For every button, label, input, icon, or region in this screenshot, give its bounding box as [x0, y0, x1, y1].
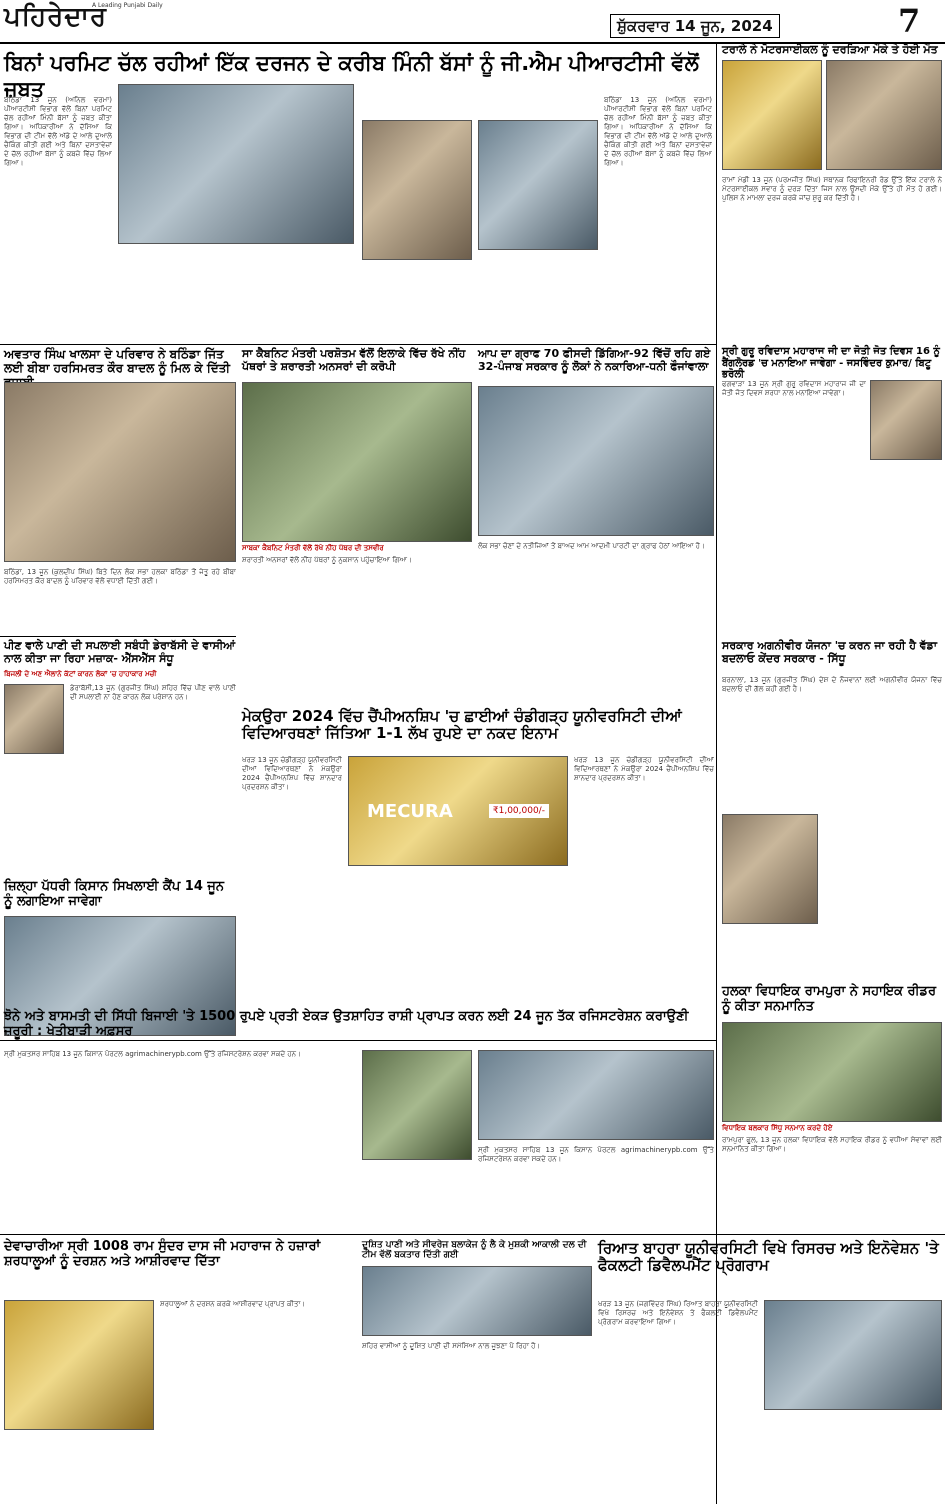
award-banner-label: MECURA: [367, 800, 453, 822]
row4-b-headline[interactable]: ਹਲਕਾ ਵਿਧਾਇਕ ਰਾਮਪੁਰਾ ਨੇ ਸਹਾਇਕ ਰੀਡਰ ਨੂੰ ਕੀਤਾ ਸਨਮਾਨਿਤ: [722, 984, 937, 1014]
row3-c-photo: [348, 756, 568, 866]
lead-photo-3: [478, 120, 598, 250]
row2-d-headline[interactable]: ਸ੍ਰੀ ਗੁਰੂ ਰਵਿਦਾਸ ਮਹਾਰਾਜ ਜੀ ਦਾ ਜੋਤੀ ਜੋਤ ਦਿਵਸ 16 ਨੂੰ ਬੈਂਗਲੋਰਡ 'ਚ ਮਨਾਇਆ ਜਾਵੇਗਾ - ਜਸਵਿੰਦਰ ਕੁਮਾਰ/ ਬਿਟੂ ਭਰੋਲੀ: [722, 346, 940, 380]
prize-cheque-label: ₹1,00,000/-: [489, 804, 549, 818]
section-rule: [0, 344, 716, 345]
row2-b-body: ਸ਼ਰਾਰਤੀ ਅਨਸਰਾਂ ਵੱਲੋਂ ਨੀਂਹ ਪੱਥਰਾਂ ਨੂੰ ਨੁਕਸਾਨ ਪਹੁੰਚਾਇਆ ਗਿਆ।: [242, 556, 412, 564]
lead-body: ਬਠਿੰਡਾ 13 ਜੂਨ (ਅਨਿਲ ਵਰਮਾ) ਪੀਆਰਟੀਸੀ ਵਿਭਾਗ ਵੱਲੋਂ ਬਿਨਾਂ ਪਰਮਿਟ ਚੱਲ ਰਹੀਆਂ ਮਿੰਨੀ ਬੱਸਾਂ ਨੂੰ ਜ਼ਬਤ ਕੀਤਾ ਗਿਆ। ਅਧਿਕਾਰੀਆਂ ਨੇ ਦੱਸਿਆ ਕਿ ਵਿਭਾਗ ਦੀ ਟੀਮ ਵੱਲੋਂ ਅੱਡੇ ਦੇ ਆਲੇ ਦੁਆਲੇ ਚੈਕਿੰਗ ਕੀਤੀ ਗਈ ਅਤੇ ਬਿਨਾਂ ਦਸਤਾਵੇਜ਼ਾਂ ਦੇ ਚੱਲ ਰਹੀਆਂ ਬੱਸਾਂ ਨੂੰ ਕਬਜ਼ੇ ਵਿੱਚ ਲਿਆ ਗਿਆ।: [4, 96, 112, 167]
lead-photo-2: [362, 120, 472, 260]
row2-a-headline[interactable]: ਅਵਤਾਰ ਸਿੰਘ ਖਾਲਸਾ ਦੇ ਪਰਿਵਾਰ ਨੇ ਬਠਿੰਡਾ ਜਿੱਤ ਲਈ ਬੀਬਾ ਹਰਸਿਮਰਤ ਕੌਰ ਬਾਦਲ ਨੂੰ ਮਿਲ ਕੇ ਦਿੱਤੀ: [4, 347, 230, 375]
row3-c-body: ਖਰੜ 13 ਜੂਨ ਚੰਡੀਗੜ੍ਹ ਯੂਨੀਵਰਸਿਟੀ ਦੀਆਂ ਵਿਦਿਆਰਥਣਾਂ ਨੇ ਮੇਕਉਰਾ 2024 ਚੈਂਪੀਅਨਸ਼ਿਪ ਵਿੱਚ ਸ਼ਾਨਦਾਰ ਪ੍ਰਦਰਸ਼ਨ ਕੀਤਾ।: [242, 756, 342, 791]
lead-photo-1: [118, 84, 354, 244]
lead-headline[interactable]: ਬਿਨਾਂ ਪਰਮਿਟ ਚੱਲ ਰਹੀਆਂ ਇੱਕ ਦਰਜਨ ਦੇ ਕਰੀਬ ਮਿੰਨੀ ਬੱਸਾਂ ਨੂੰ ਜੀ.ਐਮ ਪੀਆਰਟੀਸੀ ਵੱਲੋਂ ਜ਼ਬਤ: [4, 51, 699, 101]
row2-b-caption: ਸਾਬਕਾ ਕੈਬਨਿਟ ਮੰਤਰੀ ਵੱਲੋਂ ਰੱਖੇ ਨੀਂਹ ਪੱਥਰ ਦੀ ਤਸਵੀਰ: [242, 544, 472, 553]
section-rule: [0, 1040, 716, 1041]
row3-a-kicker: ਬਿਜਲੀ ਦੇ ਅਣ ਐਲਾਨੇ ਕੱਟਾਂ ਕਾਰਨ ਲੋਕਾਂ 'ਚ ਹਾਹਾਕਾਰ ਮਚੀ: [4, 670, 236, 679]
row3-d-body: ਬਰਨਾਲਾ, 13 ਜੂਨ (ਗੁਰਜੀਤ ਸਿੰਘ) ਦੇਸ਼ ਦੇ ਨੌਜਵਾਨਾਂ ਲਈ ਅਗਨੀਵੀਰ ਯੋਜਨਾ ਵਿੱਚ ਬਦਲਾਓ ਦੀ ਗੱਲ ਕਹੀ ਗਈ ਹੈ।: [722, 676, 942, 693]
row2-c-photo: [478, 386, 714, 536]
row3-a-headline[interactable]: ਪੀਣ ਵਾਲੇ ਪਾਣੀ ਦੀ ਸਪਲਾਈ ਸਬੰਧੀ ਡੇਰਾਬੱਸੀ ਦੇ ਵਾਸੀਆਂ ਨਾਲ ਕੀਤਾ ਜਾ ਰਿਹਾ ਮਜ਼ਾਕ- ਐੱਸਐੱਸ ਸੰਧੂ: [4, 639, 236, 665]
row4-a-photo-2: [478, 1050, 714, 1140]
row2-a-photo: [4, 382, 236, 562]
side-top-photo-1: [722, 60, 822, 170]
row3-d-headline[interactable]: ਸਰਕਾਰ ਅਗਨੀਵੀਰ ਯੋਜਨਾ 'ਚ ਕਰਨ ਜਾ ਰਹੀ ਹੈ ਵੱਡਾ ਬਦਲਾਓ ਕੇਂਦਰ ਸਰਕਾਰ - ਸਿੱਧੂ: [722, 639, 937, 665]
section-rule: [0, 1234, 945, 1235]
row3-c-headline[interactable]: ਮੇਕਉਰਾ 2024 ਵਿੱਚ ਚੈਂਪੀਅਨਸ਼ਿਪ 'ਚ ਛਾਈਆਂ ਚੰਡੀਗੜ੍ਹ ਯੂਨੀਵਰਸਿਟੀ ਦੀਆਂ ਵਿਦਿਆਰਥਣਾਂ ਜਿੱਤਿਆ 1-1 ਲੱਖ ਰੁਪਏ ਦਾ ਨਕਦ ਇਨਾਮ: [242, 707, 682, 743]
row4-b-body: ਰਾਮਪੁਰਾ ਫੂਲ, 13 ਜੂਨ ਹਲਕਾ ਵਿਧਾਇਕ ਵੱਲੋਂ ਸਹਾਇਕ ਰੀਡਰ ਨੂੰ ਵਧੀਆ ਸੇਵਾਵਾਂ ਲਈ ਸਨਮਾਨਿਤ ਕੀਤਾ ਗਿਆ।: [722, 1136, 942, 1153]
row4-a-photo-1: [362, 1050, 472, 1160]
row2-b-photo: [242, 382, 472, 542]
row4-a-body-col2: ਸ੍ਰੀ ਮੁਕਤਸਰ ਸਾਹਿਬ 13 ਜੂਨ ਕਿਸਾਨ ਪੋਰਟਲ agrimachinerypb.com ਉੱਤੇ ਰਜਿਸਟਰੇਸ਼ਨ ਕਰਵਾ ਸਕਦੇ ਹਨ।: [478, 1146, 714, 1163]
row5-a-photo: [4, 1300, 154, 1430]
row5-b-body: ਸ਼ਹਿਰ ਵਾਸੀਆਂ ਨੂੰ ਦੂਸ਼ਿਤ ਪਾਣੀ ਦੀ ਸਮੱਸਿਆ ਨਾਲ ਜੂਝਣਾ ਪੈ ਰਿਹਾ ਹੈ।: [362, 1342, 541, 1350]
newspaper-logo: ਪਹਿਰੇਦਾਰ: [4, 2, 107, 32]
row2-a-body: ਬਠਿੰਡਾ, 13 ਜੂਨ (ਕੁਲਦੀਪ ਸਿੰਘ) ਬਿਤੇ ਦਿਨ ਲੋਕ ਸਭਾ ਹਲਕਾ ਬਠਿੰਡਾ ਤੋਂ ਜੇਤੂ ਰਹੇ ਬੀਬਾ ਹਰਸਿਮਰਤ ਕੌਰ ਬਾਦਲ ਨੂੰ ਪਰਿਵਾਰ ਵੱਲੋਂ ਵਧਾਈ ਦਿੱਤੀ ਗਈ।: [4, 568, 236, 585]
row3-b-headline[interactable]: ਜ਼ਿਲ੍ਹਾ ਪੱਧਰੀ ਕਿਸਾਨ ਸਿਖਲਾਈ ਕੈਂਪ 14 ਜੂਨ ਨੂੰ ਲਗਾਇਆ ਜਾਵੇਗਾ: [4, 879, 225, 909]
side-top-headline[interactable]: ਟਰਾਲੇ ਨੇ ਮੋਟਰਸਾਈਕਲ ਨੂੰ ਦਰੜਿਆ ਮੌਕੇ ਤੇ ਹੋਈ ਮੌਤ: [722, 43, 938, 56]
column-divider: [716, 44, 717, 1504]
row4-b-caption: ਵਿਧਾਇਕ ਬਲਕਾਰ ਸਿੱਧੂ ਸਨਮਾਨ ਕਰਦੇ ਹੋਏ: [722, 1124, 942, 1133]
row5-b-headline[interactable]: ਦੂਸ਼ਿਤ ਪਾਣੀ ਅਤੇ ਸੀਵਰੇਜ ਬਲਾਕੇਜ ਨੂੰ ਲੈ ਕੇ ਮੁਸ਼ਕੀ ਆਕਾਲੀ ਦਲ ਦੀ ਟੀਮ ਵੱਲੋਂ ਬਕਤਾਰ ਦਿੱਤੀ ਗਈ: [362, 1240, 587, 1261]
row4-a-headline[interactable]: ਝੋਨੇ ਅਤੇ ਬਾਸਮਤੀ ਦੀ ਸਿੱਧੀ ਬਿਜਾਈ 'ਤੇ 1500 ਰੁਪਏ ਪ੍ਰਤੀ ਏਕੜ ਉਤਸ਼ਾਹਿਤ ਰਾਸ਼ੀ ਪ੍ਰਾਪਤ ਕਰਨ ਲਈ 24 ਜੂਨ ਤੱਕ ਰਜਿਸਟਰੇਸ਼ਨ ਕਰਾਉਣੀ ਜ਼ਰੂਰੀ : ਖੇਤੀਬਾੜੀ ਅਫ਼ਸਰ: [4, 1009, 689, 1039]
issue-date: ਸ਼ੁੱਕਰਵਾਰ 14 ਜੂਨ, 2024: [610, 14, 780, 38]
row3-d-photo: [722, 814, 818, 924]
row5-a-body: ਸ਼ਰਧਾਲੂਆਂ ਨੇ ਦਰਸ਼ਨ ਕਰਕੇ ਆਸ਼ੀਰਵਾਦ ਪ੍ਰਾਪਤ ਕੀਤਾ।: [160, 1300, 306, 1308]
row3-a-photo: [4, 684, 64, 754]
section-rule: [0, 636, 236, 637]
row5-c-headline[interactable]: ਰਿਆਤ ਬਾਹਰਾ ਯੂਨੀਵਰਸਿਟੀ ਵਿਖੇ ਰਿਸਰਚ ਅਤੇ ਇਨੋਵੇਸ਼ਨ 'ਤੇ ਫੈਕਲਟੀ ਡਿਵੈਲਪਮੈਂਟ ਪ੍ਰੋਗਰਾਮ: [598, 1239, 939, 1275]
row2-d-photo: [870, 380, 942, 460]
row2-d-body: ਫਗਵਾੜਾ 13 ਜੂਨ ਸ੍ਰੀ ਗੁਰੂ ਰਵਿਦਾਸ ਮਹਾਰਾਜ ਜੀ ਦਾ ਜੋਤੀ ਜੋਤ ਦਿਵਸ ਸ਼ਰਧਾ ਨਾਲ ਮਨਾਇਆ ਜਾਵੇਗਾ।: [722, 380, 866, 397]
row5-b-photo: [362, 1266, 592, 1336]
side-top-photo-2: [826, 60, 942, 170]
row4-a-body: ਸ੍ਰੀ ਮੁਕਤਸਰ ਸਾਹਿਬ 13 ਜੂਨ ਕਿਸਾਨ ਪੋਰਟਲ agrimachinerypb.com ਉੱਤੇ ਰਜਿਸਟਰੇਸ਼ਨ ਕਰਵਾ ਸਕਦੇ ਹਨ।: [4, 1050, 301, 1058]
row4-b-photo: [722, 1022, 942, 1122]
lead-body-col2: ਬਠਿੰਡਾ 13 ਜੂਨ (ਅਨਿਲ ਵਰਮਾ) ਪੀਆਰਟੀਸੀ ਵਿਭਾਗ ਵੱਲੋਂ ਬਿਨਾਂ ਪਰਮਿਟ ਚੱਲ ਰਹੀਆਂ ਮਿੰਨੀ ਬੱਸਾਂ ਨੂੰ ਜ਼ਬਤ ਕੀਤਾ ਗਿਆ। ਅਧਿਕਾਰੀਆਂ ਨੇ ਦੱਸਿਆ ਕਿ ਵਿਭਾਗ ਦੀ ਟੀਮ ਵੱਲੋਂ ਅੱਡੇ ਦੇ ਆਲੇ ਦੁਆਲੇ ਚੈਕਿੰਗ ਕੀਤੀ ਗਈ ਅਤੇ ਬਿਨਾਂ ਦਸਤਾਵੇਜ਼ਾਂ ਦੇ ਚੱਲ ਰਹੀਆਂ ਬੱਸਾਂ ਨੂੰ ਕਬਜ਼ੇ ਵਿੱਚ ਲਿਆ ਗਿਆ।: [604, 96, 712, 167]
tagline: A Leading Punjabi Daily: [92, 2, 163, 9]
side-top-body: ਰਾਮਾਂ ਮੰਡੀ 13 ਜੂਨ (ਪਰਮਜੀਤ ਸਿੰਘ) ਸਥਾਨਕ ਰਿਫਾਇਨਰੀ ਰੋਡ ਉੱਤੇ ਇੱਕ ਟਰਾਲੇ ਨੇ ਮੋਟਰਸਾਈਕਲ ਸਵਾਰ ਨੂੰ ਦਰੜ ਦਿੱਤਾ ਜਿਸ ਨਾਲ ਉਸਦੀ ਮੌਕੇ ਉੱਤੇ ਹੀ ਮੌਤ ਹੋ ਗਈ। ਪੁਲਿਸ ਨੇ ਮਾਮਲਾ ਦਰਜ ਕਰਕੇ ਜਾਂਚ ਸ਼ੁਰੂ ਕਰ ਦਿੱਤੀ ਹੈ।: [722, 176, 942, 202]
row3-c-body-col2: ਖਰੜ 13 ਜੂਨ ਚੰਡੀਗੜ੍ਹ ਯੂਨੀਵਰਸਿਟੀ ਦੀਆਂ ਵਿਦਿਆਰਥਣਾਂ ਨੇ ਮੇਕਉਰਾ 2024 ਚੈਂਪੀਅਨਸ਼ਿਪ ਵਿੱਚ ਸ਼ਾਨਦਾਰ ਪ੍ਰਦਰਸ਼ਨ ਕੀਤਾ।: [574, 756, 714, 782]
row5-a-headline[interactable]: ਦੇਵਾਚਾਰੀਆ ਸ੍ਰੀ 1008 ਰਾਮ ਸੁੰਦਰ ਦਾਸ ਜੀ ਮਹਾਰਾਜ ਨੇ ਹਜ਼ਾਰਾਂ ਸ਼ਰਧਾਲੂਆਂ ਨੂੰ ਦਰਸ਼ਨ ਅਤੇ ਆਸ਼ੀਰਵਾਦ ਦਿੱਤਾ: [4, 1239, 321, 1269]
row3-a-body: ਡੇਰਾਬੱਸੀ,13 ਜੂਨ (ਗੁਰਜੀਤ ਸਿੰਘ) ਸ਼ਹਿਰ ਵਿੱਚ ਪੀਣ ਵਾਲੇ ਪਾਣੀ ਦੀ ਸਪਲਾਈ ਨਾ ਹੋਣ ਕਾਰਨ ਲੋਕ ਪਰੇਸ਼ਾਨ ਹਨ।: [70, 684, 236, 701]
row5-c-photo: [764, 1300, 942, 1410]
page-number: 7: [898, 2, 921, 40]
row2-c-body: ਲੋਕ ਸਭਾ ਚੋਣਾਂ ਦੇ ਨਤੀਜਿਆਂ ਤੋਂ ਬਾਅਦ ਆਮ ਆਦਮੀ ਪਾਰਟੀ ਦਾ ਗ੍ਰਾਫ ਹੇਠਾਂ ਆਇਆ ਹੈ।: [478, 542, 705, 550]
row2-c-headline[interactable]: ਆਪ ਦਾ ਗ੍ਰਾਫ 70 ਫੀਸਦੀ ਡਿੱਗਿਆ-92 ਵਿੱਚੋਂ ਰਹਿ ਗਏ 32-ਪੰਜਾਬ ਸਰਕਾਰ ਨੂੰ ਲੋਕਾਂ ਨੇ ਨਕਾਰਿਆ-ਧਨੀ ਫੌਜਾਂਵਾਲਾ: [478, 347, 711, 373]
row2-b-headline[interactable]: ਸਾ ਕੈਬਨਿਟ ਮੰਤਰੀ ਪਰਸ਼ੋਤਮ ਵੱਲੋਂ ਇਲਾਕੇ ਵਿੱਚ ਰੱਖੇ ਨੀਂਹ ਪੱਥਰਾਂ ਤੇ ਸ਼ਰਾਰਤੀ ਅਨਸਰਾਂ ਦੀ ਕਰੋਪੀ: [242, 347, 466, 373]
row5-c-body: ਖਰੜ 13 ਜੂਨ (ਜਗਵਿੰਦਰ ਸਿੰਘ) ਰਿਆਤ ਬਾਹਰਾ ਯੂਨੀਵਰਸਿਟੀ ਵਿਖੇ ਰਿਸਰਚ ਅਤੇ ਇਨੋਵੇਸ਼ਨ ਤੇ ਫੈਕਲਟੀ ਡਿਵੈਲਪਮੈਂਟ ਪ੍ਰੋਗਰਾਮ ਕਰਵਾਇਆ ਗਿਆ।: [598, 1300, 758, 1326]
masthead: [0, 0, 945, 44]
